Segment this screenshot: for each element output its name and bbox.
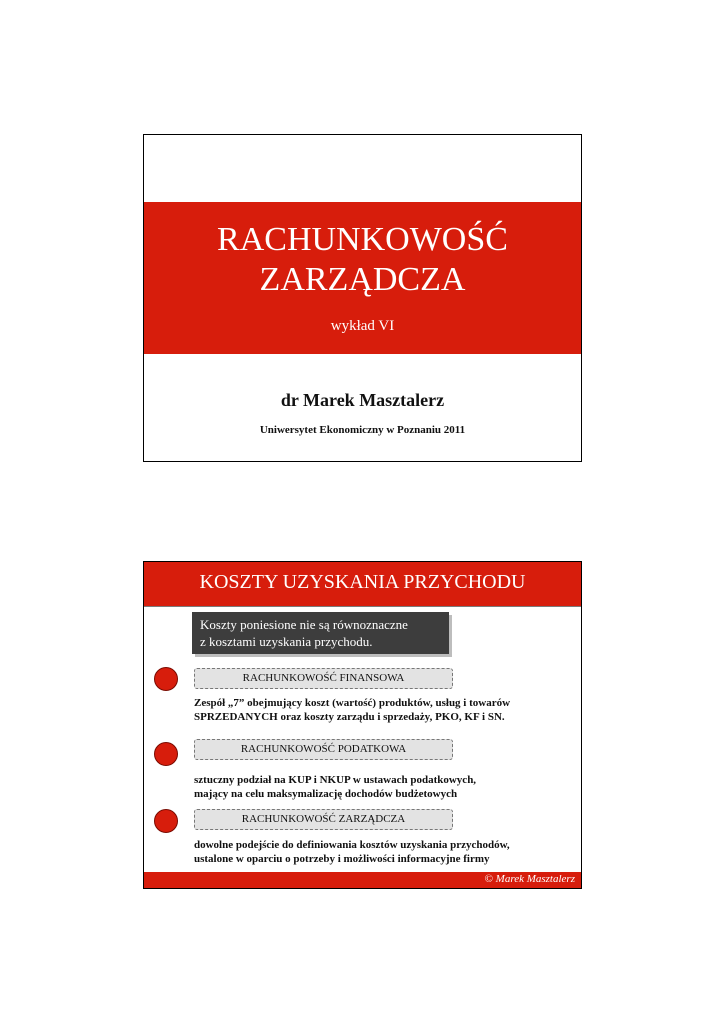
desc-line: Zespół „7” obejmujący koszt (wartość) produktów, usług i towarów	[194, 697, 511, 709]
callout-box	[192, 612, 449, 654]
category-desc-management	[194, 838, 574, 866]
header-divider	[144, 606, 581, 607]
slide-title	[144, 220, 581, 300]
desc-line: SPRZEDANYCH oraz koszty zarządu i sprzedaży, PKO, KF i SN.	[194, 711, 505, 723]
content-slide	[143, 561, 582, 889]
author-name: dr Marek Masztalerz	[280, 390, 445, 410]
slide-subtitle: wykład VI	[330, 318, 395, 334]
copyright-text: © Marek Masztalerz	[484, 873, 575, 885]
callout-line2: z kosztami uzyskania przychodu.	[200, 634, 373, 649]
slide-title-line1: RACHUNKOWOŚĆ	[217, 221, 508, 258]
bullet-circle-icon	[154, 742, 178, 766]
slide-title-line2: ZARZĄDCZA	[259, 261, 466, 298]
category-label-financial: RACHUNKOWOŚĆ FINANSOWA	[194, 668, 453, 689]
slide-header	[144, 562, 581, 606]
category-label-management: RACHUNKOWOŚĆ ZARZĄDCZA	[194, 809, 453, 830]
desc-line: ustalone w oparciu o potrzeby i możliwości informacyjne firmy	[194, 853, 490, 865]
slide-header-title: KOSZTY UZYSKANIA PRZYCHODU	[199, 571, 526, 593]
title-slide	[143, 134, 582, 462]
category-desc-tax	[194, 773, 574, 801]
category-desc-financial	[194, 696, 574, 724]
desc-line: dowolne podejście do definiowania kosztów uzyskania przychodów,	[194, 839, 510, 851]
category-label-tax: RACHUNKOWOŚĆ PODATKOWA	[194, 739, 453, 760]
bullet-circle-icon	[154, 667, 178, 691]
callout-line1: Koszty poniesione nie są równoznaczne	[200, 617, 408, 632]
university-line: Uniwersytet Ekonomiczny w Poznaniu 2011	[259, 424, 466, 436]
desc-line: mający na celu maksymalizację dochodów budżetowych	[194, 788, 458, 800]
desc-line: sztuczny podział na KUP i NKUP w ustawach podatkowych,	[194, 774, 477, 786]
slide-footer	[144, 872, 581, 888]
bullet-circle-icon	[154, 809, 178, 833]
